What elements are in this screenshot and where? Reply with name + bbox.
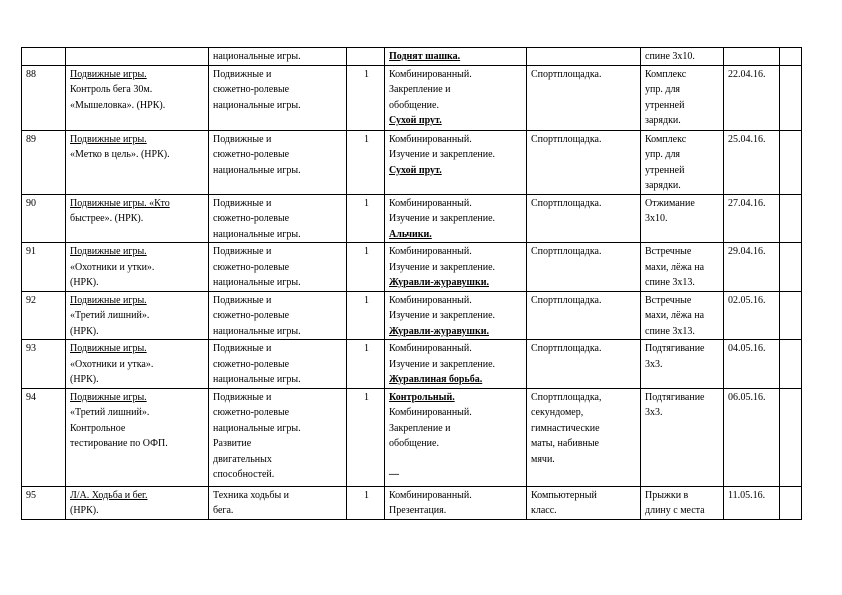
lesson-type-line: Альчики.: [389, 228, 432, 240]
lesson-type-line: Контрольный.: [389, 391, 455, 403]
lesson-type-cell: [385, 388, 527, 486]
empty-cell: [780, 130, 802, 194]
homework-line: Встречные: [645, 246, 692, 257]
content-line: национальные игры.: [213, 228, 301, 240]
lesson-type-cell: [385, 65, 527, 130]
content-line: национальные игры.: [213, 374, 301, 385]
lesson-type-line: Комбинированный.: [389, 489, 472, 501]
homework-line: спине 3х13.: [645, 277, 695, 288]
content-cell: [209, 194, 347, 243]
homework-cell: [641, 48, 724, 66]
lesson-type-line: Изучение и закрепление.: [389, 213, 496, 224]
date-cell: 29.04.16.: [724, 243, 780, 292]
date-cell: 04.05.16.: [724, 340, 780, 389]
lesson-type-line: Комбинированный.: [389, 246, 472, 257]
table-row: [22, 291, 802, 340]
homework-line: 3х3.: [645, 358, 663, 370]
content-cell: [209, 388, 347, 486]
lesson-type-line: Изучение и закрепление.: [389, 261, 496, 273]
homework-line: зарядки.: [645, 115, 681, 126]
content-line: Техника ходьбы и: [213, 489, 290, 501]
content-cell: [209, 48, 347, 66]
place-line: Спортплощадка,: [531, 391, 602, 403]
lesson-type-cell: [385, 340, 527, 389]
content-line: национальные игры.: [213, 422, 301, 434]
lesson-number-cell: [22, 48, 66, 66]
lesson-number-cell: 95: [22, 486, 66, 519]
content-cell: [209, 486, 347, 519]
lesson-number-cell: 91: [22, 243, 66, 292]
lesson-type-line: Журавли-журавушки.: [389, 325, 489, 337]
lesson-type-line: Комбинированный.: [389, 294, 472, 306]
content-line: способностей.: [213, 469, 275, 480]
lesson-number-cell: 92: [22, 291, 66, 340]
place-cell: [527, 243, 641, 292]
hours-cell: 1: [347, 243, 385, 292]
date-cell: 11.05.16.: [724, 486, 780, 519]
topic-line: Подвижные игры.: [70, 133, 147, 145]
table-row: [22, 48, 802, 66]
content-line: сюжетно-ролевые: [213, 84, 290, 95]
topic-cell: [66, 130, 209, 194]
hours-cell: 1: [347, 65, 385, 130]
lesson-number-cell: 94: [22, 388, 66, 486]
lesson-type-cell: [385, 48, 527, 66]
homework-line: спине 3х13.: [645, 325, 695, 337]
place-cell: [527, 291, 641, 340]
topic-line: «Охотники и утки».: [70, 261, 155, 273]
content-line: Подвижные и: [213, 68, 272, 80]
topic-line: Подвижные игры.: [70, 246, 147, 257]
topic-line: Контроль бега 30м.: [70, 84, 153, 95]
topic-cell: [66, 194, 209, 243]
content-line: сюжетно-ролевые: [213, 407, 290, 418]
lesson-type-line: Комбинированный.: [389, 68, 472, 80]
table-row: [22, 65, 802, 130]
content-cell: [209, 340, 347, 389]
lesson-plan-table: [21, 47, 802, 520]
lesson-type-line: Сухой прут.: [389, 164, 442, 176]
content-line: национальные игры.: [213, 51, 301, 62]
lesson-number-cell: 90: [22, 194, 66, 243]
lesson-type-line: Сухой прут.: [389, 115, 442, 126]
homework-cell: [641, 130, 724, 194]
place-line: Спортплощадка.: [531, 197, 602, 209]
content-line: сюжетно-ролевые: [213, 310, 290, 321]
lesson-type-line: Комбинированный.: [389, 343, 472, 354]
homework-line: Комплекс: [645, 68, 687, 80]
empty-cell: [780, 243, 802, 292]
topic-cell: [66, 243, 209, 292]
content-line: Подвижные и: [213, 133, 272, 145]
place-line: гимнастические: [531, 422, 600, 434]
topic-line: «Мышеловка». (НРК).: [70, 99, 166, 111]
place-cell: [527, 486, 641, 519]
content-line: двигательных: [213, 453, 272, 465]
lesson-type-line: Изучение и закрепление.: [389, 149, 496, 160]
date-cell: 06.05.16.: [724, 388, 780, 486]
empty-cell: [780, 194, 802, 243]
empty-cell: [780, 486, 802, 519]
content-line: Подвижные и: [213, 294, 272, 306]
homework-line: Подтягивание: [645, 343, 705, 354]
date-cell: 02.05.16.: [724, 291, 780, 340]
topic-line: «Метко в цель». (НРК).: [70, 149, 170, 160]
homework-cell: [641, 194, 724, 243]
hours-cell: 1: [347, 130, 385, 194]
homework-line: махи, лёжа на: [645, 261, 705, 273]
lesson-type-line: Поднят шашка.: [389, 51, 461, 62]
content-line: Подвижные и: [213, 343, 272, 354]
homework-line: утренней: [645, 99, 685, 111]
lesson-type-cell: [385, 243, 527, 292]
table-row: [22, 130, 802, 194]
topic-cell: [66, 486, 209, 519]
topic-line: (НРК).: [70, 325, 99, 337]
content-line: национальные игры.: [213, 99, 301, 111]
content-line: национальные игры.: [213, 164, 301, 176]
table-row: [22, 486, 802, 519]
homework-line: спине 3х10.: [645, 51, 695, 62]
topic-line: Подвижные игры.: [70, 68, 147, 80]
homework-line: Встречные: [645, 294, 692, 306]
topic-cell: [66, 291, 209, 340]
content-line: сюжетно-ролевые: [213, 149, 290, 160]
place-line: Спортплощадка.: [531, 246, 602, 257]
lesson-type-cell: [385, 486, 527, 519]
lesson-type-line: Журавлиная борьба.: [389, 374, 483, 385]
topic-line: Подвижные игры.: [70, 391, 147, 403]
table-row: [22, 243, 802, 292]
topic-line: тестирование по ОФП.: [70, 438, 168, 449]
topic-line: быстрее». (НРК).: [70, 213, 144, 224]
lesson-type-line: Комбинированный.: [389, 197, 472, 209]
topic-line: (НРК).: [70, 505, 99, 516]
hours-cell: 1: [347, 388, 385, 486]
content-line: сюжетно-ролевые: [213, 213, 290, 224]
topic-line: Контрольное: [70, 422, 126, 434]
place-cell: [527, 65, 641, 130]
topic-line: Подвижные игры.: [70, 294, 147, 306]
lesson-type-line: обобщение.: [389, 438, 439, 449]
topic-line: «Третий лишний».: [70, 310, 150, 321]
empty-cell: [780, 291, 802, 340]
topic-line: «Третий лишний».: [70, 407, 150, 418]
topic-line: «Охотники и утка».: [70, 358, 154, 370]
topic-cell: [66, 65, 209, 130]
lesson-type-cell: [385, 291, 527, 340]
place-cell: [527, 388, 641, 486]
lesson-type-line: —: [389, 469, 399, 480]
lesson-type-line: [389, 452, 524, 468]
lesson-type-line: Закрепление и: [389, 84, 451, 95]
homework-line: утренней: [645, 164, 685, 176]
date-cell: 27.04.16.: [724, 194, 780, 243]
content-cell: [209, 65, 347, 130]
empty-cell: [780, 65, 802, 130]
homework-cell: [641, 243, 724, 292]
lesson-type-cell: [385, 130, 527, 194]
homework-line: 3х3.: [645, 407, 663, 418]
date-cell: 25.04.16.: [724, 130, 780, 194]
topic-line: Подвижные игры.: [70, 343, 147, 354]
topic-cell: [66, 340, 209, 389]
homework-line: Отжимание: [645, 197, 695, 209]
empty-cell: [780, 388, 802, 486]
topic-cell: [66, 48, 209, 66]
content-line: Подвижные и: [213, 246, 272, 257]
homework-cell: [641, 65, 724, 130]
place-line: Компьютерный: [531, 489, 597, 501]
topic-line: (НРК).: [70, 374, 99, 385]
place-cell: [527, 130, 641, 194]
topic-line: (НРК).: [70, 277, 99, 288]
hours-cell: 1: [347, 194, 385, 243]
content-cell: [209, 291, 347, 340]
place-line: Спортплощадка.: [531, 343, 602, 354]
lesson-number-cell: 89: [22, 130, 66, 194]
content-cell: [209, 243, 347, 292]
empty-cell: [780, 340, 802, 389]
homework-line: махи, лёжа на: [645, 310, 705, 321]
content-line: национальные игры.: [213, 277, 301, 288]
place-line: секундомер,: [531, 407, 584, 418]
content-line: сюжетно-ролевые: [213, 261, 290, 273]
hours-cell: 1: [347, 486, 385, 519]
empty-cell: [780, 48, 802, 66]
place-line: класс.: [531, 505, 557, 516]
homework-cell: [641, 388, 724, 486]
homework-cell: [641, 486, 724, 519]
homework-cell: [641, 340, 724, 389]
homework-line: Прыжки в: [645, 489, 689, 501]
lesson-type-line: Комбинированный.: [389, 407, 472, 418]
homework-line: зарядки.: [645, 180, 681, 191]
homework-line: упр. для: [645, 84, 681, 95]
homework-line: Комплекс: [645, 133, 687, 145]
content-line: Подвижные и: [213, 197, 272, 209]
lesson-number-cell: 93: [22, 340, 66, 389]
lesson-type-line: Комбинированный.: [389, 133, 472, 145]
place-line: Спортплощадка.: [531, 294, 602, 306]
topic-line: Л/А. Ходьба и бег.: [70, 489, 148, 501]
table-row: [22, 340, 802, 389]
table-row: [22, 194, 802, 243]
place-cell: [527, 194, 641, 243]
content-line: Развитие: [213, 438, 252, 449]
lesson-type-line: Закрепление и: [389, 422, 451, 434]
homework-line: упр. для: [645, 149, 681, 160]
place-cell: [527, 48, 641, 66]
content-line: сюжетно-ролевые: [213, 358, 290, 370]
date-cell: [724, 48, 780, 66]
lesson-type-line: Изучение и закрепление.: [389, 310, 496, 321]
homework-line: длину с места: [645, 505, 705, 516]
lesson-type-line: обобщение.: [389, 99, 439, 111]
content-line: бега.: [213, 505, 234, 516]
topic-cell: [66, 388, 209, 486]
place-cell: [527, 340, 641, 389]
content-line: национальные игры.: [213, 325, 301, 337]
lesson-type-line: Журавли-журавушки.: [389, 277, 489, 288]
lesson-number-cell: 88: [22, 65, 66, 130]
hours-cell: [347, 48, 385, 66]
topic-line: Подвижные игры. «Кто: [70, 197, 170, 209]
place-line: Спортплощадка.: [531, 68, 602, 80]
homework-line: 3х10.: [645, 213, 668, 224]
table-row: [22, 388, 802, 486]
content-cell: [209, 130, 347, 194]
place-line: мячи.: [531, 453, 555, 465]
homework-line: Подтягивание: [645, 391, 705, 403]
content-line: Подвижные и: [213, 391, 272, 403]
place-line: маты, набивные: [531, 438, 599, 449]
lesson-type-line: Презентация.: [389, 505, 447, 516]
lesson-type-cell: [385, 194, 527, 243]
homework-cell: [641, 291, 724, 340]
place-line: Спортплощадка.: [531, 133, 602, 145]
hours-cell: 1: [347, 291, 385, 340]
lesson-type-line: Изучение и закрепление.: [389, 358, 496, 370]
hours-cell: 1: [347, 340, 385, 389]
date-cell: 22.04.16.: [724, 65, 780, 130]
